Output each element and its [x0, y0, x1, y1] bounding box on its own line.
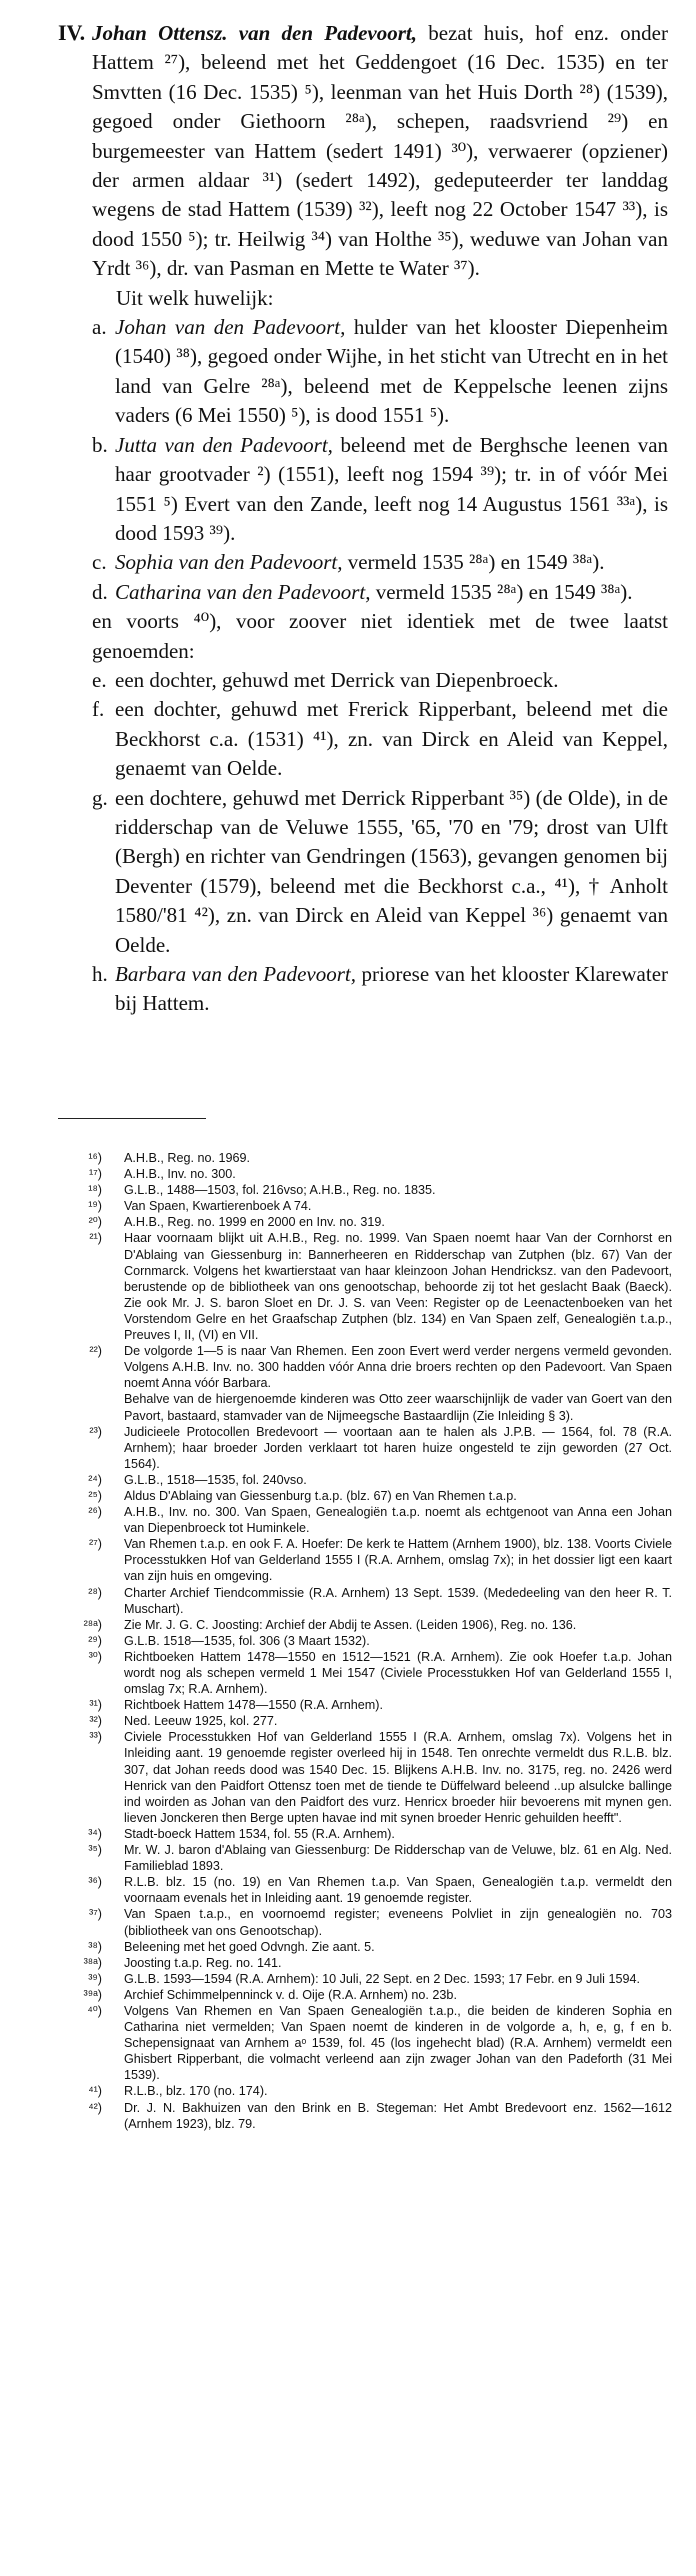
child-text: hulder van het klooster Diepenheim (1540) ³⁸), gegoed onder Wijhe, in het sticht van Utrecht en in het land van Gelre ²⁸ᵃ), beleend met de Keppelsche leenen zijns vaders (6 Mei 1550) ⁵), is dood 1551 ⁵). [115, 315, 668, 428]
person-description: bezat huis, hof enz. onder Hattem ²⁷), beleend met het Geddengoet (16 Dec. 1535) en ter Smvtten (16 Dec. 1535) ⁵), leenman van het Huis Dorth ²⁸) (1539), gegoed onder Giethoorn ²⁸ᵃ), schepen, raadsvriend ²⁹) en burgemeester van Hattem (sedert 1491) ³⁰), verwaerer (opziener) der armen aldaar ³¹) (sedert 1492), gedeputeerder ter landdag wegens de stad Hattem (1539) ³²), leeft nog 22 October 1547 ³³), is dood 1550 ⁵); tr. Heilwig ³⁴) van Holthe ³⁵), weduwe van Johan van Yrdt ³⁶), dr. van Pasman en Mette te Water ³⁷). [92, 21, 668, 281]
further-children-intro: en voorts ⁴⁰), voor zoover niet identiek met de twee laatst genoemden: [92, 609, 668, 663]
footnote-text: Charter Archief Tiendcommissie (R.A. Arnhem) 13 Sept. 1539. (Mededeeling van den heer R. T. Muschart). [124, 1585, 672, 1616]
child-label: g. [92, 785, 108, 810]
footnote [72, 1729, 672, 1826]
footnote-number: ⁴¹) [88, 2084, 102, 2099]
child-entry [58, 960, 668, 1019]
footnote [72, 1230, 672, 1343]
children-intro: Uit welk huwelijk: [116, 285, 274, 310]
footnote [72, 1874, 672, 1906]
footnote-text: De volgorde 1—5 is naar Van Rhemen. Een zoon Evert werd verder nergens vermeld gevonden. Volgens A.H.B. Inv. no. 300 hadden vóór Anna drie broers rechten op den Padevoort. Van Spaen noemt Anna vóór Barbara. [124, 1344, 672, 1391]
footnote-text: Ned. Leeuw 1925, kol. 277. [124, 1714, 278, 1729]
footnote-number: ²²) [89, 1344, 102, 1359]
footnote-number: ³⁵) [88, 1843, 102, 1858]
footnote-separator [58, 1118, 206, 1119]
footnote [72, 2083, 672, 2099]
footnote-number: ²¹) [89, 1231, 102, 1246]
footnote-text: Judicieele Protocollen Bredevoort — voortaan aan te halen als J.P.B. — 1564, fol. 78 (R.A. Arnhem); haar broeder Jorden verklaart tot haren huize ongesteld te zijn geworden (27 Oct. 1564). [124, 1424, 672, 1471]
person-name: Johan Ottensz. van den Padevoort, [92, 21, 417, 45]
footnote [72, 1842, 672, 1874]
footnote [72, 1536, 672, 1584]
child-entry [58, 666, 668, 695]
footnote-text: Van Rhemen t.a.p. en ook F. A. Hoefer: De kerk te Hattem (Arnhem 1900), blz. 138. Voorts Civiele Processtukken Hof van Gelderland 1555 I (R.A. Arnhem, omslag 7x); in het dossier ligt een kaart van zijn huis en omgeving. [124, 1537, 672, 1584]
footnote-number: ²⁶) [88, 1505, 102, 1520]
footnote [72, 1424, 672, 1472]
child-entry [58, 548, 668, 577]
child-name: Catharina van den Padevoort, [115, 579, 371, 604]
footnote [72, 1826, 672, 1842]
child-text: een dochter, gehuwd met Derrick van Diepenbroeck. [115, 667, 559, 692]
child-name: Sophia van den Padevoort, [115, 550, 343, 575]
footnote-number: ³⁸ᵃ) [83, 1955, 102, 1970]
footnote [72, 1971, 672, 1987]
footnote [72, 1182, 672, 1198]
footnote [72, 1391, 672, 1423]
footnote-text: A.H.B., Inv. no. 300. Van Spaen, Genealogiën t.a.p. noemt als echtgenoot van Anna een Johan van Diepenbroeck tot Huminkele. [124, 1505, 672, 1536]
footnote-number: ¹⁷) [89, 1167, 102, 1182]
footnote [72, 1713, 672, 1729]
child-name: Jutta van den Padevoort, [115, 432, 333, 457]
footnote-number: ³²) [89, 1714, 102, 1729]
footnote [72, 1150, 672, 1166]
footnote-number: ²⁴) [88, 1472, 102, 1487]
footnote-text: G.L.B. 1593—1594 (R.A. Arnhem): 10 Juli, 22 Sept. en 2 Dec. 1593; 17 Febr. en 9 Juli 1594. [124, 1971, 640, 1986]
footnote-text: R.L.B., blz. 170 (no. 174). [124, 2084, 268, 2099]
generation-number: IV. [58, 20, 86, 45]
footnote-number: ³⁶) [88, 1875, 102, 1890]
footnote-text: A.H.B., Reg. no. 1969. [124, 1151, 251, 1165]
footnote [72, 1617, 672, 1633]
footnote-number: ²⁹) [88, 1633, 102, 1648]
footnote-text: Volgens Van Rhemen en Van Spaen Genealogiën t.a.p., die beiden de kinderen Sophia en Catharina niet vermelden; Van Spaen noemt de kinderen in de volgorde a, h, e, g, f en b. Schepensignaat van Arnhem aᵒ 1539, fol. 45 (los ingehecht blad) (R.A. Arnhem) vermeldt een Ghisbert Ripperbant, die volmacht verleend aan zijn zwager Johan van den Padeforth (31 Mei 1539). [124, 2003, 672, 2083]
footnote-number: ¹⁹) [88, 1199, 102, 1214]
child-label: b. [92, 432, 108, 457]
footnote-text: G.L.B. 1518—1535, fol. 306 (3 Maart 1532). [124, 1633, 370, 1648]
footnote-text: R.L.B. blz. 15 (no. 19) en Van Rhemen t.a.p. Van Spaen, Genealogiën t.a.p. vermeldt den voornaam evenals het in Inleiding aant. 19 genoemde register. [124, 1875, 672, 1906]
footnote-number: ¹⁶) [88, 1151, 102, 1165]
child-name: Johan van den Padevoort, [115, 315, 346, 340]
footnote-text: Behalve van de hiergenoemde kinderen was Otto zeer waarschijnlijk de vader van Goert van den Pavort, bastaard, stamvader van de Nijmeegsche Bastaardlijn (Zie Inleiding § 3). [124, 1392, 672, 1423]
child-label: d. [92, 579, 108, 604]
child-label: e. [92, 667, 107, 692]
footnote [72, 1166, 672, 1182]
child-entry [58, 578, 668, 607]
footnote [72, 1633, 672, 1649]
generation-paragraph [58, 18, 668, 284]
footnote-text: Richtboek Hattem 1478—1550 (R.A. Arnhem). [124, 1698, 383, 1713]
child-label: a. [92, 315, 107, 340]
footnote-number: ²⁸ᵃ) [83, 1617, 102, 1632]
footnote-text: Van Spaen, Kwartierenboek A 74. [124, 1199, 312, 1214]
footnote [72, 1955, 672, 1971]
footnote-text: Richtboeken Hattem 1478—1550 en 1512—1521 (R.A. Arnhem). Zie ook Hoefer t.a.p. Johan wordt nog als schepen vermeld 1 Mei 1547 (Civiele Processtukken Hof van Gelderland 1555 I, omslag 7x; R.A. Arnhem). [124, 1649, 672, 1697]
footnote-number: ²⁰) [88, 1215, 102, 1230]
footnote-number: ⁴²) [88, 2100, 102, 2115]
child-entry [58, 313, 668, 431]
footnote-number: ²⁸) [88, 1585, 102, 1600]
child-text: beleend met de Berghsche leenen van haar grootvader ²) (1551), leeft nog 1594 ³⁹); tr. in of vóór Mei 1551 ⁵) Evert van den Zande, leeft nog 14 Augustus 1561 ³³ᵃ), is dood 1593 ³⁹). [115, 432, 669, 545]
footnote-text: Civiele Processtukken Hof van Gelderland 1555 I (R.A. Arnhem, omslag 7x). Volgens het in Inleiding aant. 19 genoemde register overleed hij in 1548. Ten onrechte vermeldt dus R.L.B. blz. 307, dat Johan reeds dood was 1540 Dec. 15. Blijkens A.H.B. Inv. no. 3175, reg. no. 2426 werd Henrick van den Paidfort Ottensz toen met de tiende te Düffelward beleend ..up alsulcke ballinge ind woirden as Johan van den Paidfort des vurz. Henricx broeder hiir bevoerens mit mynen gen. lieven Jonckeren then Berge upten havae ind mit synen broeder Henric gehuilden heefft". [124, 1730, 672, 1825]
child-label: c. [92, 550, 107, 575]
footnote [72, 2100, 672, 2132]
child-text: priorese van het klooster Klarewater bij Hattem. [115, 962, 669, 1016]
footnote-number: ³⁰) [88, 1649, 102, 1664]
footnote-number: ³³) [89, 1730, 102, 1745]
footnote-number: ²⁷) [89, 1537, 102, 1552]
footnote-text: Beleening met het goed Odvngh. Zie aant. 5. [124, 1939, 375, 1954]
child-text: een dochter, gehuwd met Frerick Ripperbant, beleend met die Beckhorst c.a. (1531) ⁴¹), zn. van Dirck en Aleid van Keppel, genaemt van Oelde. [115, 697, 668, 781]
footnote-number: ²⁵) [88, 1488, 102, 1503]
child-label: h. [92, 962, 108, 986]
child-text: vermeld 1535 ²⁸ᵃ) en 1549 ³⁸ᵃ). [375, 579, 633, 604]
footnote-text: Aldus D'Ablaing van Giessenburg t.a.p. (blz. 67) en Van Rhemen t.a.p. [124, 1488, 517, 1503]
footnote [72, 1906, 672, 1938]
footnote [72, 1939, 672, 1955]
child-entry [58, 695, 668, 783]
footnote [72, 1585, 672, 1617]
footnote-number: ¹⁸) [88, 1183, 102, 1198]
footnote-text: G.L.B., 1488—1503, fol. 216vso; A.H.B., Reg. no. 1835. [124, 1183, 436, 1198]
footnote-text: A.H.B., Reg. no. 1999 en 2000 en Inv. no. 319. [124, 1215, 385, 1230]
footnote-number: ³¹) [89, 1698, 102, 1713]
footnote-text: Stadt-boeck Hattem 1534, fol. 55 (R.A. Arnhem). [124, 1826, 395, 1841]
footnote [72, 1697, 672, 1713]
child-name: Barbara van den Padevoort, [115, 962, 357, 986]
footnotes [72, 1150, 672, 2132]
child-entry [58, 784, 668, 960]
footnote-text: Archief Schimmelpenninck v. d. Oije (R.A. Arnhem) no. 23b. [124, 1987, 457, 2002]
footnote-text: A.H.B., Inv. no. 300. [124, 1167, 236, 1182]
footnote-number: ³⁹ᵃ) [83, 1987, 102, 2002]
footnote [72, 1214, 672, 1230]
footnote-number: ³⁷) [89, 1907, 102, 1922]
footnote-text: Haar voornaam blijkt uit A.H.B., Reg. no. 1999. Van Spaen noemt haar Van der Cornhorst en D'Ablaing van Giessenburg in: Bannerheeren en Ridderschap van Zutphen (blz. 67) Van der Cornmarck. Volgens het kwartierstaat van haar kleinzoon Johan Hendricksz. van den Padevoort, berustende op de bibliotheek van ons genootschap, behoorde zij tot het geslacht Baak (Baeck). Zie ook Mr. J. S. baron Sloet en Dr. J. S. van Veen: Register op de Leenactenboeken van het Vorstendom Gelre en het Graafschap Zutphen (blz. 134) en Van Spaen zelf, Genealogiën t.a.p., Preuves I, II, (VI) en VII. [124, 1231, 672, 1343]
footnote [72, 2003, 672, 2083]
footnote-text: G.L.B., 1518—1535, fol. 240vso. [124, 1472, 307, 1487]
footnote-number: ³⁹) [88, 1971, 102, 1986]
footnote-number: ³⁴) [88, 1826, 102, 1841]
footnote [72, 1504, 672, 1536]
footnote-text: Mr. W. J. baron d'Ablaing van Giessenburg: De Ridderschap van de Veluwe, blz. 61 en Alg. Ned. Familieblad 1893. [124, 1843, 672, 1874]
child-text: vermeld 1535 ²⁸ᵃ) en 1549 ³⁸ᵃ). [347, 550, 605, 575]
child-label: f. [92, 697, 105, 722]
footnote-text: Dr. J. N. Bakhuizen van den Brink en B. Stegeman: Het Ambt Bredevoort enz. 1562—1612 (Arnhem 1923), blz. 79. [124, 2100, 672, 2131]
footnote [72, 1472, 672, 1488]
footnote [72, 1488, 672, 1504]
child-text: een dochtere, gehuwd met Derrick Ripperbant ³⁵) (de Olde), in de ridderschap van de Veluwe 1555, '65, '70 en '79; drost van Ulft (Bergh) en richter van Gendringen (1563), gevangen genomen bij Deventer (1579), beleend met die Beckhorst c.a., ⁴¹), † Anholt 1580/'81 ⁴²), zn. van Dirck en Aleid van Keppel ³⁶) genaemt van Oelde. [115, 785, 668, 957]
footnote [72, 1649, 672, 1697]
footnote [72, 1987, 672, 2003]
footnote [72, 1198, 672, 1214]
child-entry [58, 431, 668, 549]
footnote-number: ³⁸) [88, 1939, 102, 1954]
footnote-number: ²³) [89, 1424, 102, 1439]
genealogy-entry [58, 18, 668, 1019]
footnote-text: Van Spaen t.a.p., en voornoemd register; eveneens Polvliet in zijn genealogiën no. 703 (bibliotheek van ons Genootschap). [124, 1907, 672, 1938]
footnote [72, 1343, 672, 1391]
footnote-text: Joosting t.a.p. Reg. no. 141. [124, 1955, 282, 1970]
footnote-number: ⁴⁰) [87, 2003, 102, 2018]
footnote-text: Zie Mr. J. G. C. Joosting: Archief der Abdij te Assen. (Leiden 1906), Reg. no. 136. [124, 1617, 577, 1632]
